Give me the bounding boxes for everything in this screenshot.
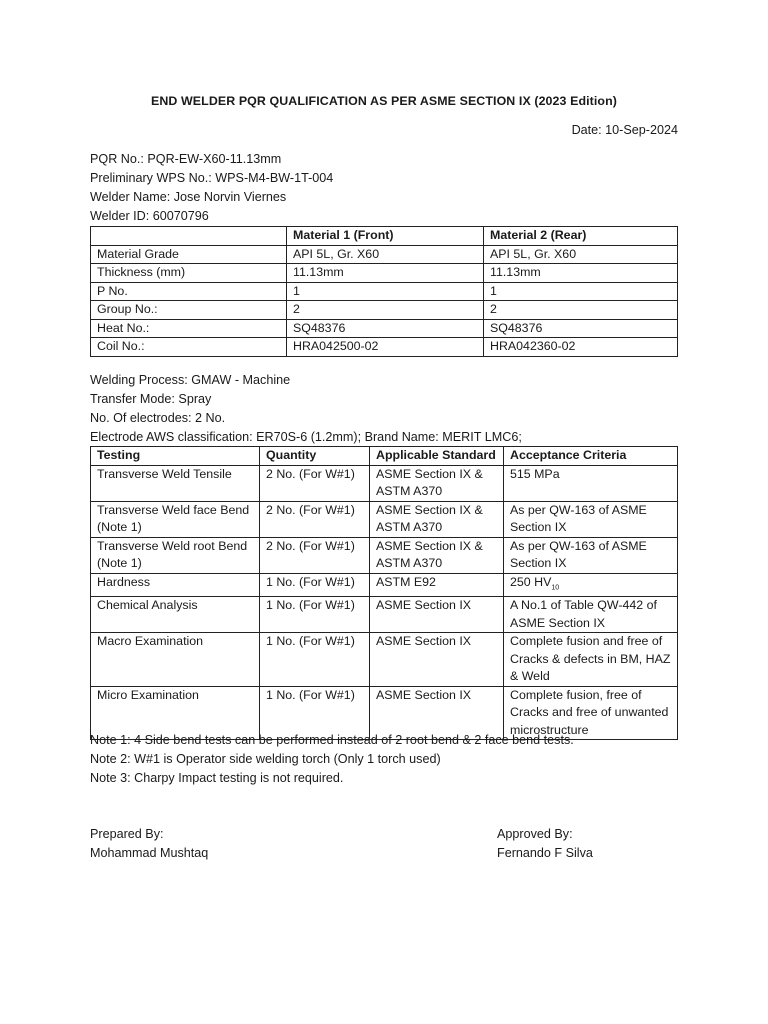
testing-header-cell: Testing [91,447,260,466]
testing-cell: ASME Section IX [370,686,504,740]
approved-by-name: Fernando F Silva [497,846,593,860]
materials-header-row [91,227,678,246]
approved-by-label: Approved By: [497,827,573,841]
hardness-subscript: 10 [551,583,560,591]
prepared-by-block [90,825,208,863]
testing-cell: Complete fusion, free of Cracks and free of unwanted microstructure [504,686,678,740]
approved-by-block [497,825,593,863]
table-row [91,282,678,301]
testing-cell: ASTM E92 [370,573,504,597]
materials-cell: HRA042360-02 [484,338,678,357]
testing-cell: 1 No. (For W#1) [260,597,370,633]
welder-id: Welder ID: 60070796 [90,209,209,223]
note-1: Note 1: 4 Side bend tests can be performed instead of 2 root bend & 2 face bend tests. [90,733,574,747]
materials-cell: 1 [287,282,484,301]
materials-cell: HRA042500-02 [287,338,484,357]
testing-header-cell: Applicable Standard [370,447,504,466]
testing-cell: Transverse Weld Tensile [91,465,260,501]
materials-cell: SQ48376 [287,319,484,338]
table-row [91,573,678,597]
testing-cell: 1 No. (For W#1) [260,686,370,740]
note-2: Note 2: W#1 is Operator side welding torch (Only 1 torch used) [90,752,441,766]
materials-cell: 2 [484,301,678,320]
materials-header-cell: Material 2 (Rear) [484,227,678,246]
welder-name: Welder Name: Jose Norvin Viernes [90,190,287,204]
table-row [91,597,678,633]
testing-cell: 2 No. (For W#1) [260,465,370,501]
wps-number: Preliminary WPS No.: WPS-M4-BW-1T-004 [90,171,334,185]
testing-cell: 1 No. (For W#1) [260,633,370,687]
testing-cell-hardness [504,573,678,597]
materials-cell: Group No.: [91,301,287,320]
table-row [91,301,678,320]
table-row [91,465,678,501]
electrode-count: No. Of electrodes: 2 No. [90,411,226,425]
materials-cell: Heat No.: [91,319,287,338]
note-3: Note 3: Charpy Impact testing is not required. [90,771,344,785]
document-title: END WELDER PQR QUALIFICATION AS PER ASME SECTION IX (2023 Edition) [150,94,617,108]
materials-header-cell: Material 1 (Front) [287,227,484,246]
table-row [91,501,678,537]
testing-cell: Chemical Analysis [91,597,260,633]
transfer-mode: Transfer Mode: Spray [90,392,212,406]
materials-cell: SQ48376 [484,319,678,338]
testing-cell: 1 No. (For W#1) [260,573,370,597]
pqr-number: PQR No.: PQR-EW-X60-11.13mm [90,152,282,166]
table-row [91,338,678,357]
testing-cell: 2 No. (For W#1) [260,537,370,573]
testing-header-cell: Quantity [260,447,370,466]
table-row [91,264,678,283]
testing-table [90,446,678,740]
document-date: Date: 10-Sep-2024 [571,123,678,137]
testing-cell: ASME Section IX & ASTM A370 [370,537,504,573]
hardness-value: 250 HV [510,574,552,589]
testing-cell: Complete fusion and free of Cracks & defects in BM, HAZ & Weld [504,633,678,687]
testing-cell: As per QW-163 of ASME Section IX [504,501,678,537]
materials-header-cell [91,227,287,246]
materials-table [90,226,678,357]
materials-cell: Material Grade [91,245,287,264]
table-row [91,245,678,264]
testing-cell: ASME Section IX & ASTM A370 [370,465,504,501]
testing-cell: Macro Examination [91,633,260,687]
prepared-by-name: Mohammad Mushtaq [90,846,209,860]
prepared-by-label: Prepared By: [90,827,164,841]
testing-cell: ASME Section IX & ASTM A370 [370,501,504,537]
testing-cell: 2 No. (For W#1) [260,501,370,537]
testing-cell: Micro Examination [91,686,260,740]
materials-cell: 1 [484,282,678,301]
table-row [91,633,678,687]
materials-cell: 2 [287,301,484,320]
testing-header-row [91,447,678,466]
testing-cell: A No.1 of Table QW-442 of ASME Section IX [504,597,678,633]
table-row [91,537,678,573]
materials-cell: P No. [91,282,287,301]
materials-cell: Coil No.: [91,338,287,357]
testing-cell: Transverse Weld root Bend (Note 1) [91,537,260,573]
testing-cell: Hardness [91,573,260,597]
testing-cell: ASME Section IX [370,597,504,633]
materials-cell: 11.13mm [287,264,484,283]
materials-cell: Thickness (mm) [91,264,287,283]
electrode-classification: Electrode AWS classification: ER70S-6 (1.2mm); Brand Name: MERIT LMC6; [90,430,522,444]
testing-cell: Transverse Weld face Bend (Note 1) [91,501,260,537]
testing-cell: ASME Section IX [370,633,504,687]
testing-cell: 515 MPa [504,465,678,501]
testing-header-cell: Acceptance Criteria [504,447,678,466]
materials-cell: 11.13mm [484,264,678,283]
materials-cell: API 5L, Gr. X60 [287,245,484,264]
table-row [91,319,678,338]
welding-process: Welding Process: GMAW - Machine [90,373,291,387]
testing-cell: As per QW-163 of ASME Section IX [504,537,678,573]
materials-cell: API 5L, Gr. X60 [484,245,678,264]
table-row [91,686,678,740]
